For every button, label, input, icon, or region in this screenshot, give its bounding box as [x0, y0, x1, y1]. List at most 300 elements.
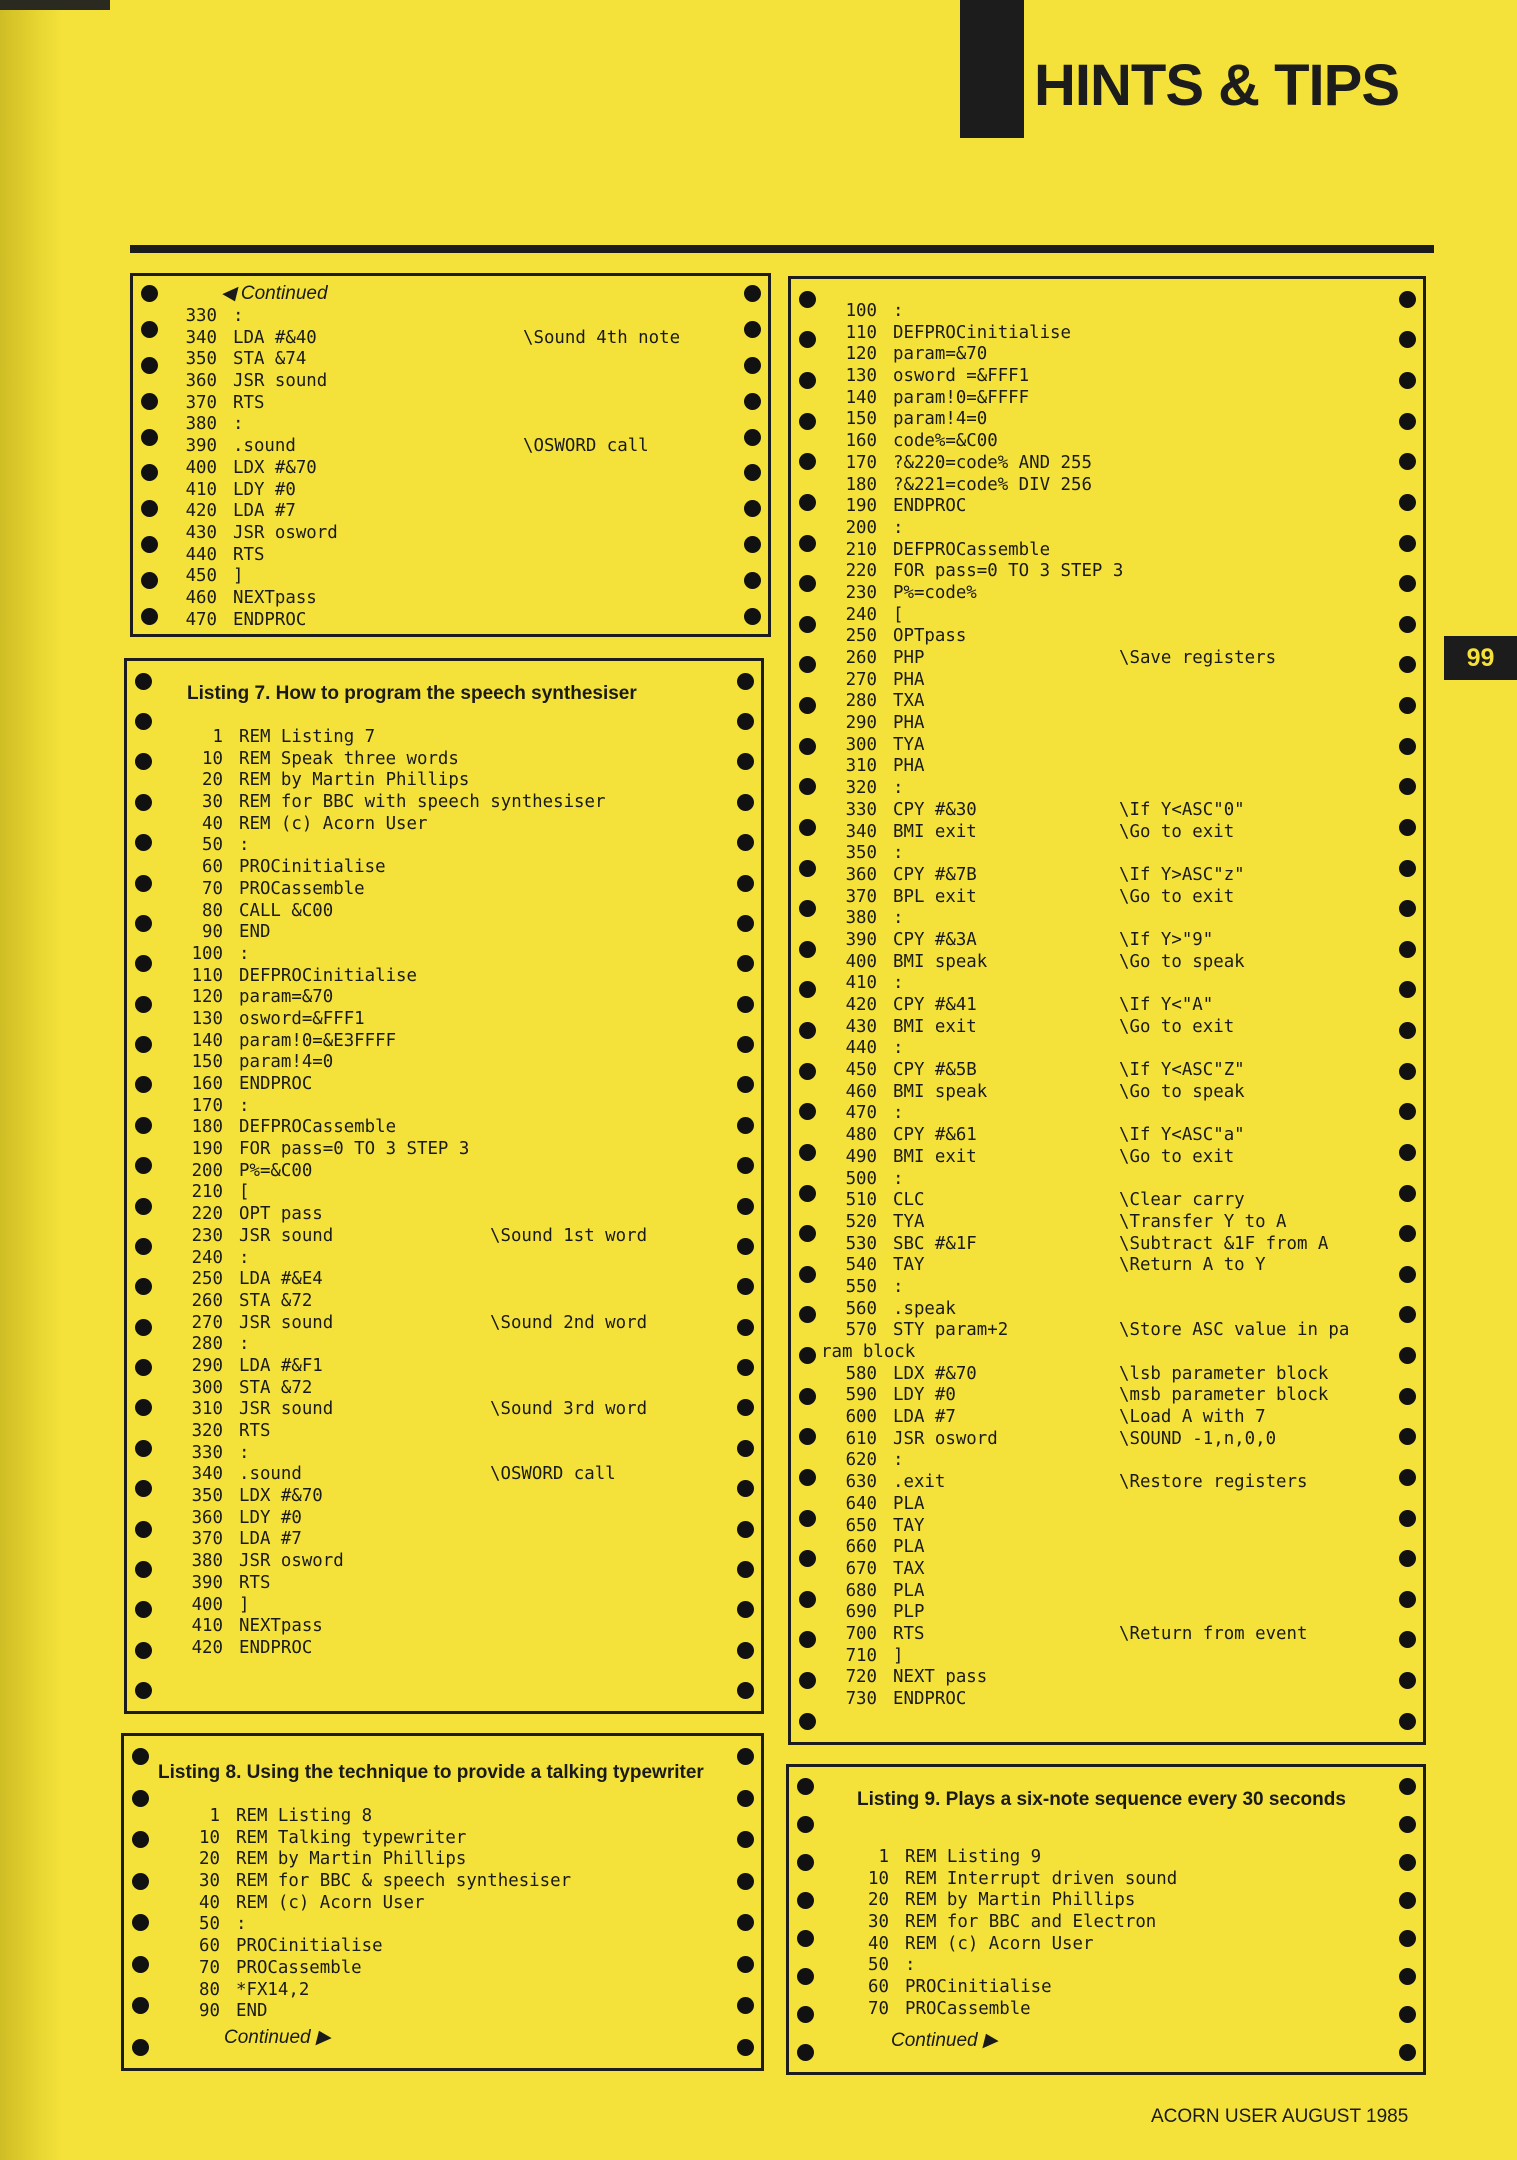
- punch-hole-icon: [135, 1682, 152, 1699]
- code-line: [821, 1472, 1401, 1494]
- punch-hole-icon: [1399, 900, 1416, 917]
- code-line: [833, 1869, 1403, 1891]
- punch-hole-icon: [799, 291, 816, 308]
- punch-hole-icon: [1399, 1428, 1416, 1445]
- code-comment: \SOUND -1,n,0,0: [1119, 1428, 1277, 1449]
- code-line: [167, 1356, 742, 1378]
- code-line: [821, 1342, 1401, 1364]
- code-statement: REM for BBC & speech synthesiser: [236, 1871, 572, 1892]
- code-statement: code%=&C00: [893, 431, 998, 452]
- line-number: 90: [202, 922, 223, 943]
- code-statement: PROCassemble: [236, 1957, 362, 1978]
- listing-title: Listing 7. How to program the speech synthesiser: [187, 683, 637, 704]
- punch-hole-icon: [132, 1914, 149, 1931]
- line-number: 260: [845, 648, 877, 668]
- code-line: [821, 518, 1401, 540]
- line-number: 90: [199, 2001, 220, 2022]
- line-number: 40: [868, 1933, 889, 1954]
- line-number: 470: [845, 1103, 877, 1124]
- code-line: [167, 1161, 742, 1183]
- code-line: [821, 995, 1401, 1017]
- line-number: 400: [191, 1594, 223, 1615]
- punch-hole-icon: [1399, 1713, 1416, 1730]
- code-line: [821, 1429, 1401, 1451]
- line-number: 10: [202, 748, 223, 769]
- code-statement: :: [233, 414, 244, 435]
- punch-hole-icon: [799, 697, 816, 714]
- punch-hole-icon: [744, 393, 761, 410]
- line-number: 730: [845, 1689, 877, 1709]
- code-comment: \Sound 3rd word: [490, 1399, 648, 1420]
- header-black-block: [960, 0, 1024, 138]
- line-number: 560: [845, 1298, 877, 1319]
- code-statement: CPY #&41: [893, 995, 977, 1015]
- punch-hole-icon: [799, 1306, 816, 1323]
- code-line: [164, 2001, 739, 2023]
- punch-hole-icon: [799, 1347, 816, 1364]
- punch-hole-icon: [141, 357, 158, 374]
- page-top-edge: [0, 0, 110, 10]
- code-statement: CPY #&61: [893, 1125, 977, 1146]
- punch-hole-icon: [797, 1968, 814, 1985]
- punch-hole-icon: [1399, 291, 1416, 308]
- punch-hole-icon: [135, 1642, 152, 1659]
- line-number: 350: [185, 349, 217, 370]
- line-number: 250: [191, 1269, 223, 1290]
- punch-hole-icon: [797, 1816, 814, 1833]
- line-number: 510: [845, 1190, 877, 1211]
- line-number: 210: [191, 1182, 223, 1203]
- punch-hole-icon: [132, 2039, 149, 2056]
- punch-hole-icon: [797, 2006, 814, 2023]
- line-number: 120: [845, 344, 877, 365]
- code-line: [161, 371, 741, 393]
- punch-hole-icon: [135, 875, 152, 892]
- line-number: 100: [845, 301, 877, 321]
- punch-hole-icon: [737, 1682, 754, 1699]
- punch-hole-icon: [1399, 616, 1416, 633]
- code-line: [821, 670, 1401, 692]
- line-number: 470: [185, 609, 217, 630]
- code-line: [164, 1980, 739, 2002]
- code-line: [821, 648, 1401, 670]
- code-line: [821, 1602, 1401, 1624]
- continued-marker-top: [221, 282, 328, 305]
- code-statement: ?&221=code% DIV 256: [893, 474, 1092, 495]
- punch-hole-icon: [1399, 1550, 1416, 1567]
- punch-hole-icon: [135, 1076, 152, 1093]
- punch-hole-icon: [799, 1550, 816, 1567]
- code-line: [821, 540, 1401, 562]
- code-statement: ENDPROC: [233, 609, 307, 630]
- code-comment: \Save registers: [1119, 648, 1277, 668]
- punch-hole-icon: [744, 357, 761, 374]
- code-line: [833, 1999, 1403, 2021]
- code-comment: \Go to exit: [1119, 886, 1235, 907]
- code-statement: LDY #0: [893, 1385, 956, 1406]
- punch-hole-icon: [135, 673, 152, 690]
- line-number: 550: [845, 1276, 877, 1297]
- punch-hole-icon: [744, 429, 761, 446]
- code-line: [167, 1573, 742, 1595]
- code-line: [821, 1017, 1401, 1039]
- punch-hole-icon: [1399, 1103, 1416, 1120]
- line-number: 350: [191, 1486, 223, 1507]
- line-number: 640: [845, 1493, 877, 1514]
- code-line: [821, 453, 1401, 475]
- code-statement: LDA #&F1: [239, 1355, 323, 1376]
- code-line: [167, 966, 742, 988]
- line-number: 350: [845, 843, 877, 864]
- line-number: 110: [191, 965, 223, 986]
- code-statement: REM for BBC and Electron: [905, 1912, 1157, 1933]
- code-statement: TAX: [893, 1558, 925, 1579]
- punch-hole-icon: [141, 536, 158, 553]
- line-number: 710: [845, 1645, 877, 1666]
- code-statement: REM Talking typewriter: [236, 1827, 467, 1848]
- punch-hole-icon: [1399, 941, 1416, 958]
- code-line: [821, 973, 1401, 995]
- punch-hole-icon: [737, 2039, 754, 2056]
- code-line: [167, 922, 742, 944]
- code-comment: \Return from event: [1119, 1623, 1308, 1644]
- code-statement: CPY #&30: [893, 799, 977, 820]
- punch-hole-icon: [1399, 1144, 1416, 1161]
- code-comment: \If Y>"9": [1119, 929, 1214, 950]
- code-statement: param!4=0: [239, 1052, 334, 1073]
- code-statement: .speak: [893, 1298, 956, 1319]
- continued-marker-bottom: [224, 2026, 331, 2049]
- line-number: 20: [202, 770, 223, 791]
- code-statement: END: [236, 2001, 268, 2022]
- code-line: [161, 436, 741, 458]
- line-number: 340: [185, 327, 217, 348]
- punch-hole-icon: [799, 1185, 816, 1202]
- code-statement: FOR pass=0 TO 3 STEP 3: [893, 561, 1124, 582]
- code-comment: \If Y>ASC"z": [1119, 864, 1245, 885]
- line-number: 260: [191, 1290, 223, 1311]
- line-number: 480: [845, 1125, 877, 1146]
- code-line: [821, 1255, 1401, 1277]
- punch-hole-icon: [737, 1873, 754, 1890]
- code-statement: LDX #&70: [893, 1363, 977, 1384]
- code-line: [167, 1551, 742, 1573]
- code-comment: \If Y<ASC"a": [1119, 1125, 1245, 1146]
- punch-hole-icon: [799, 331, 816, 348]
- line-number: 160: [191, 1074, 223, 1094]
- line-number: 10: [199, 1827, 220, 1848]
- code-statement: PLA: [893, 1537, 925, 1558]
- punch-hole-icon: [1399, 2044, 1416, 2061]
- line-number: 670: [845, 1558, 877, 1579]
- line-number: 330: [845, 799, 877, 820]
- code-statement: .sound: [239, 1464, 302, 1485]
- code-statement: JSR sound: [239, 1312, 334, 1333]
- punch-hole-icon: [141, 285, 158, 302]
- line-number: 420: [191, 1637, 223, 1658]
- punch-hole-icon: [1399, 1266, 1416, 1283]
- line-number: 690: [845, 1602, 877, 1623]
- code-statement: REM by Martin Phillips: [239, 770, 470, 791]
- code-line: [821, 778, 1401, 800]
- code-statement: PROCinitialise: [236, 1936, 383, 1957]
- code-line: [821, 1277, 1401, 1299]
- code-line: [167, 749, 742, 771]
- code-statement: RTS: [239, 1572, 271, 1593]
- arrow-right-icon: ▶: [310, 2027, 331, 2048]
- code-line: [821, 561, 1401, 583]
- punch-hole-icon: [737, 673, 754, 690]
- line-number: 650: [845, 1515, 877, 1536]
- code-statement: PHA: [893, 713, 925, 734]
- continued-marker-bottom: [891, 2029, 998, 2052]
- punch-hole-icon: [799, 1713, 816, 1730]
- code-statement: :: [239, 943, 250, 964]
- punch-hole-icon: [1399, 1306, 1416, 1323]
- code-line: [821, 1516, 1401, 1538]
- code-line: [833, 1890, 1403, 1912]
- punch-hole-icon: [799, 941, 816, 958]
- line-number: 390: [191, 1572, 223, 1593]
- code-statement: :: [905, 1955, 916, 1976]
- punch-hole-icon: [799, 819, 816, 836]
- line-number: 290: [845, 713, 877, 734]
- punch-hole-icon: [744, 464, 761, 481]
- line-number: 220: [845, 561, 877, 582]
- code-statement: CLC: [893, 1190, 925, 1211]
- code-statement: REM Listing 7: [239, 727, 376, 747]
- code-statement: RTS: [233, 392, 265, 413]
- code-statement: :: [239, 835, 250, 856]
- code-line: [821, 735, 1401, 757]
- line-number: 120: [191, 987, 223, 1008]
- punch-hole-icon: [135, 1440, 152, 1457]
- punch-hole-icon: [799, 413, 816, 430]
- punch-hole-icon: [135, 753, 152, 770]
- code-statement: PHP: [893, 648, 925, 668]
- code-statement: CALL &C00: [239, 900, 334, 921]
- punch-hole-icon: [797, 1778, 814, 1795]
- code-line: [167, 901, 742, 923]
- code-statement: LDA #&40: [233, 327, 317, 348]
- code-statement: FOR pass=0 TO 3 STEP 3: [239, 1139, 470, 1160]
- code-statement: param!4=0: [893, 409, 988, 430]
- code-statement: TAY: [893, 1515, 925, 1536]
- line-number: 460: [185, 587, 217, 608]
- code-line: [167, 770, 742, 792]
- punch-hole-icon: [141, 429, 158, 446]
- line-number: 60: [202, 857, 223, 878]
- code-statement: :: [236, 1914, 247, 1935]
- line-number: 190: [191, 1139, 223, 1160]
- code-statement: STA &74: [233, 349, 307, 370]
- punch-hole-icon: [1399, 1510, 1416, 1527]
- code-line: [167, 1031, 742, 1053]
- listing-title: Listing 8. Using the technique to provide a talking typewriter: [158, 1762, 704, 1783]
- code-comment: \Go to exit: [1119, 1016, 1235, 1037]
- code-statement: PHA: [893, 756, 925, 777]
- punch-hole-icon: [737, 1997, 754, 2014]
- code-line: [821, 626, 1401, 648]
- code-line: [167, 1204, 742, 1226]
- punch-hole-icon: [737, 1956, 754, 1973]
- code-statement: LDX #&70: [233, 457, 317, 478]
- line-number: 230: [191, 1225, 223, 1246]
- code-line: [821, 1125, 1401, 1147]
- code-line: [161, 480, 741, 502]
- code-line: [833, 1955, 1403, 1977]
- punch-hole-icon: [141, 608, 158, 625]
- code-statement: DEFPROCinitialise: [893, 322, 1071, 343]
- code-line: [161, 328, 741, 350]
- line-number: 210: [845, 539, 877, 560]
- code-statement: CPY #&5B: [893, 1060, 977, 1081]
- punch-hole-icon: [799, 616, 816, 633]
- line-number: 360: [191, 1507, 223, 1528]
- line-number: 220: [191, 1204, 223, 1225]
- code-statement: ?&220=code% AND 255: [893, 452, 1092, 473]
- line-number: 420: [185, 501, 217, 522]
- code-line: [821, 1364, 1401, 1386]
- code-statement: :: [893, 517, 904, 538]
- line-number: 200: [191, 1160, 223, 1181]
- continued-label: Continued: [891, 2030, 978, 2051]
- line-number: 570: [845, 1320, 877, 1341]
- line-number: 400: [845, 951, 877, 972]
- punch-hole-icon: [799, 1631, 816, 1648]
- punch-hole-icon: [135, 1399, 152, 1416]
- line-number: 50: [202, 835, 223, 856]
- code-line: [833, 1847, 1403, 1869]
- punch-hole-icon: [744, 572, 761, 589]
- punch-hole-icon: [1399, 1388, 1416, 1405]
- code-statement: ENDPROC: [893, 1689, 967, 1709]
- line-number: 630: [845, 1472, 877, 1493]
- code-line: [167, 835, 742, 857]
- code-line: [167, 1248, 742, 1270]
- listing-title: Listing 9. Plays a six-note sequence every 30 seconds: [857, 1789, 1346, 1810]
- code-listing: [833, 1847, 1403, 2021]
- code-statement: JSR sound: [239, 1225, 334, 1246]
- line-number: 270: [191, 1312, 223, 1333]
- code-line: [167, 1464, 742, 1486]
- code-comment: \If Y<ASC"Z": [1119, 1060, 1245, 1081]
- code-line: [167, 879, 742, 901]
- punch-hole-icon: [135, 1157, 152, 1174]
- code-comment: \If Y<ASC"0": [1119, 799, 1245, 820]
- code-statement: REM for BBC with speech synthesiser: [239, 792, 606, 813]
- punch-hole-icon: [135, 955, 152, 972]
- punch-hole-icon: [135, 1521, 152, 1538]
- binder-holes: [797, 279, 817, 1742]
- punch-hole-icon: [799, 1428, 816, 1445]
- code-statement: STA &72: [239, 1377, 313, 1398]
- code-statement: REM by Martin Phillips: [236, 1849, 467, 1870]
- line-number: 340: [845, 821, 877, 842]
- code-statement: osword =&FFF1: [893, 366, 1030, 387]
- line-number: 170: [191, 1095, 223, 1116]
- code-statement: REM Listing 9: [905, 1847, 1042, 1867]
- code-statement: :: [893, 973, 904, 994]
- line-number: 80: [202, 900, 223, 921]
- punch-hole-icon: [799, 1510, 816, 1527]
- code-line: [821, 1190, 1401, 1212]
- code-statement: PROCinitialise: [239, 857, 386, 878]
- line-number: 50: [199, 1914, 220, 1935]
- line-number: 180: [191, 1117, 223, 1138]
- page-spine-shadow: [0, 0, 62, 2160]
- code-line: [161, 610, 741, 632]
- code-line: [821, 1407, 1401, 1429]
- code-statement: BMI speak: [893, 951, 988, 972]
- code-statement: REM Speak three words: [239, 748, 459, 769]
- code-line: [164, 1893, 739, 1915]
- code-statement: BMI exit: [893, 1146, 977, 1167]
- code-line: [167, 1486, 742, 1508]
- code-statement: ENDPROC: [239, 1637, 313, 1658]
- punch-hole-icon: [799, 1144, 816, 1161]
- line-number: 100: [191, 943, 223, 964]
- line-number: 330: [185, 306, 217, 326]
- line-number: 150: [845, 409, 877, 430]
- punch-hole-icon: [744, 285, 761, 302]
- code-statement: PLA: [893, 1493, 925, 1514]
- page-footer: ACORN USER AUGUST 1985: [1151, 2106, 1409, 2127]
- code-comment: \Sound 4th note: [523, 327, 681, 348]
- line-number: 40: [199, 1892, 220, 1913]
- line-number: 440: [845, 1038, 877, 1059]
- code-line: [821, 887, 1401, 909]
- line-number: 190: [845, 496, 877, 517]
- line-number: 290: [191, 1355, 223, 1376]
- binder-holes: [139, 276, 159, 634]
- code-statement: DEFPROCassemble: [893, 539, 1051, 560]
- code-statement: PLP: [893, 1602, 925, 1623]
- code-comment: \OSWORD call: [490, 1464, 616, 1485]
- code-statement: OPT pass: [239, 1204, 323, 1225]
- code-statement: DEFPROCinitialise: [239, 965, 417, 986]
- punch-hole-icon: [132, 1873, 149, 1890]
- line-number: 370: [185, 392, 217, 413]
- punch-hole-icon: [141, 393, 158, 410]
- line-number: 280: [191, 1334, 223, 1355]
- code-statement: BMI speak: [893, 1081, 988, 1102]
- line-number: 70: [868, 1998, 889, 2019]
- punch-hole-icon: [1399, 1022, 1416, 1039]
- punch-hole-icon: [132, 1748, 149, 1765]
- code-listing: [821, 301, 1401, 1711]
- punch-hole-icon: [1399, 453, 1416, 470]
- line-number: 320: [845, 778, 877, 799]
- line-number: 660: [845, 1537, 877, 1558]
- punch-hole-icon: [1399, 1185, 1416, 1202]
- code-line: [821, 1581, 1401, 1603]
- line-number: 30: [868, 1912, 889, 1933]
- code-line: [821, 691, 1401, 713]
- code-statement: RTS: [239, 1421, 271, 1441]
- code-statement: CPY #&7B: [893, 864, 977, 885]
- code-statement: DEFPROCassemble: [239, 1117, 397, 1138]
- code-statement: ENDPROC: [893, 496, 967, 517]
- punch-hole-icon: [799, 1022, 816, 1039]
- punch-hole-icon: [799, 453, 816, 470]
- code-statement: LDA #7: [893, 1407, 956, 1428]
- code-statement: ]: [239, 1594, 250, 1615]
- code-line: [167, 1421, 742, 1443]
- section-title: HINTS & TIPS: [1034, 53, 1400, 118]
- line-number: 1: [209, 1806, 220, 1826]
- code-line: [821, 1559, 1401, 1581]
